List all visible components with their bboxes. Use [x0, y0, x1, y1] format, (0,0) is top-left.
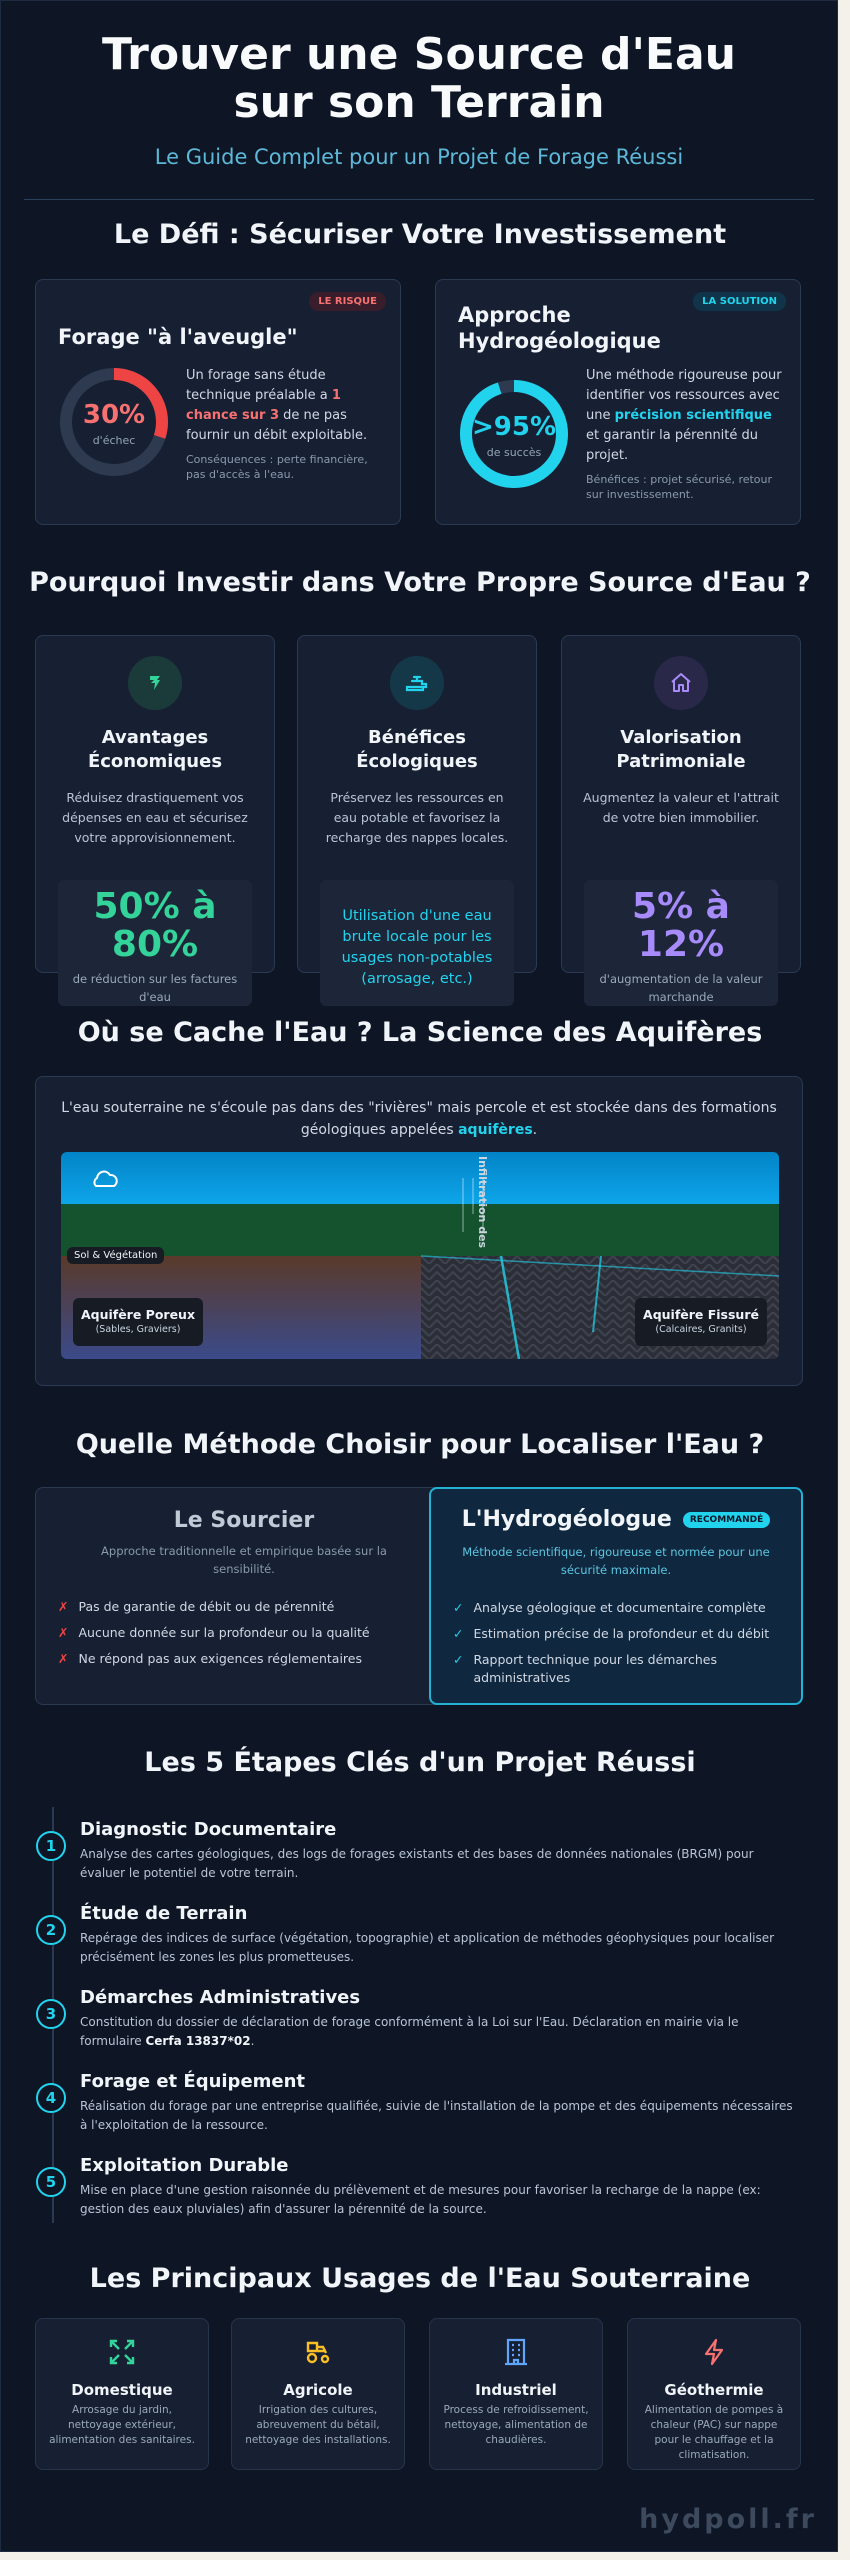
euro-icon — [128, 656, 182, 710]
patrimonial-card — [561, 635, 801, 1004]
patrimonial-title: Valorisation Patrimoniale — [616, 727, 746, 772]
usage-title: Domestique — [71, 2381, 173, 2399]
step-text: Analyse des cartes géologiques, des logs de forages existants et des bases de données nationales (BRGM) pour évaluer le potentiel de votre terrain. — [80, 1847, 754, 1880]
risk-text: Un forage sans étude technique préalable a 1 chance sur 3 de ne pas fournir un débit exploitable. — [186, 368, 368, 443]
ecological-info-box — [320, 880, 514, 1006]
hydrogeologue-list — [453, 1599, 781, 1695]
economic-stat-box — [58, 880, 252, 1006]
patrimonial-text: Augmentez la valeur et l'attrait de votre bien immobilier. — [583, 790, 779, 825]
pourquoi-title: Pourquoi Investir dans Votre Propre Source d'Eau ? — [29, 567, 811, 598]
divider — [24, 199, 814, 200]
porous-aquifer-label: Aquifère Poreux (Sables, Graviers) — [73, 1298, 203, 1346]
expand-icon — [36, 2337, 208, 2367]
step-text: Constitution du dossier de déclaration de forage conformément à la Loi sur l'Eau. Déclaration en mairie via le formulaire Cerfa 13837*02. — [80, 2015, 739, 2048]
building-icon — [430, 2337, 602, 2367]
usages-title: Les Principaux Usages de l'Eau Souterraine — [89, 2263, 751, 2294]
step-title: Démarches Administratives — [80, 1987, 361, 2008]
step-number: 5 — [36, 2167, 66, 2197]
cross-icon: ✗ — [58, 1625, 69, 1640]
usage-text: Process de refroidissement, nettoyage, alimentation de chaudières. — [443, 2404, 589, 2446]
ecological-card — [297, 635, 537, 987]
risk-badge: LE RISQUE — [309, 292, 386, 311]
risk-card — [35, 279, 401, 525]
step-number: 4 — [36, 2083, 66, 2113]
ecological-title: Bénéfices Écologiques — [356, 727, 478, 772]
defi-title: Le Défi : Sécuriser Votre Investissement — [113, 219, 727, 250]
usage-text: Arrosage du jardin, nettoyage extérieur, alimentation des sanitaires. — [49, 2404, 195, 2446]
tractor-icon — [232, 2337, 404, 2367]
brand-logo: hydpoll.fr — [639, 2504, 817, 2535]
aquifere-title: Où se Cache l'Eau ? La Science des Aquifères — [77, 1017, 763, 1048]
step-text: Réalisation du forage par une entreprise qualifiée, suivie de l'installation de la pompe et des équipements nécessaires à l'exploitation de la ressource. — [80, 2099, 793, 2132]
hero — [1, 1, 837, 200]
solution-text: Une méthode rigoureuse pour identifier vos ressources avec une précision scientifique et garantir la pérennité du projet. — [586, 368, 782, 463]
patrimonial-stat-box — [584, 880, 778, 1006]
step-title: Étude de Terrain — [80, 1903, 248, 1924]
infiltration-label: Infiltration des — [476, 1156, 489, 1249]
list-item: ✓ Analyse géologique et documentaire complète — [453, 1600, 766, 1615]
solution-note: Bénéfices : projet sécurisé, retour sur investissement. — [586, 473, 773, 501]
cross-icon: ✗ — [58, 1599, 69, 1614]
economic-title: Avantages Économiques — [87, 727, 223, 772]
usage-title: Géothermie — [664, 2381, 764, 2399]
usage-card-domestique — [35, 2318, 209, 2470]
aquifere-card — [35, 1076, 803, 1386]
list-item: ✓ Rapport technique pour les démarches administratives — [453, 1652, 717, 1685]
infiltration-label-wrap — [476, 1156, 496, 1266]
usage-card-industriel — [429, 2318, 603, 2470]
economic-text: Réduisez drastiquement vos dépenses en eau et sécurisez votre approvisionnement. — [62, 790, 248, 845]
usage-card-agricole — [231, 2318, 405, 2470]
usage-text: Alimentation de pompes à chaleur (PAC) sur nappe pour le chauffage et la climatisation. — [644, 2404, 784, 2461]
fissured-aquifer-label: Aquifère Fissuré (Calcaires, Granits) — [635, 1298, 767, 1346]
page-title: Trouver une Source d'Eau sur son Terrain — [101, 29, 736, 128]
list-item: ✗ Ne répond pas aux exigences réglementaires — [58, 1651, 362, 1666]
solution-card — [435, 279, 801, 525]
risk-stat-caption: d'échec — [92, 434, 136, 447]
step-title: Diagnostic Documentaire — [80, 1819, 337, 1840]
solution-stat-caption: de succès — [486, 446, 542, 459]
patrimonial-stat: 5% à 12% — [632, 886, 730, 965]
home-icon — [654, 656, 708, 710]
ecological-box-text: Utilisation d'une eau brute locale pour les usages non-potables (arrosage, etc.) — [341, 908, 493, 987]
usage-title: Industriel — [475, 2381, 557, 2399]
aquifer-diagram — [61, 1152, 779, 1359]
risk-donut — [58, 366, 170, 478]
page-subtitle: Le Guide Complet pour un Projet de Forage Réussi — [154, 145, 684, 169]
recommended-badge: RECOMMANDÉ — [683, 1512, 770, 1528]
sourcier-list — [58, 1598, 432, 1676]
usage-text: Irrigation des cultures, abreuvement du bétail, nettoyage des installations. — [245, 2404, 391, 2446]
economic-card — [35, 635, 275, 1004]
aquifere-intro: L'eau souterraine ne s'écoule pas dans des "rivières" mais percole et est stockée dans des formations géologiques appelées aquifères. — [61, 1100, 777, 1138]
sourcier-title: Le Sourcier — [173, 1508, 315, 1533]
step-number: 3 — [36, 1999, 66, 2029]
hydrogeologue-card — [429, 1487, 803, 1705]
step-number: 2 — [36, 1915, 66, 1945]
usage-title: Agricole — [283, 2381, 353, 2399]
check-icon: ✓ — [453, 1652, 464, 1667]
bolt-icon — [628, 2337, 800, 2367]
check-icon: ✓ — [453, 1626, 464, 1641]
cross-icon: ✗ — [58, 1651, 69, 1666]
cloud-icon — [93, 1156, 94, 1157]
methode-title: Quelle Méthode Choisir pour Localiser l'Eau ? — [75, 1429, 765, 1460]
step-text: Repérage des indices de surface (végétation, topographie) et application de méthodes géophysiques pour localiser précisément les zones les plus prometteuses. — [80, 1931, 775, 1964]
step-title: Forage et Équipement — [80, 2071, 306, 2092]
solution-badge: LA SOLUTION — [693, 292, 786, 311]
list-item: ✗ Pas de garantie de débit ou de pérennité — [58, 1599, 335, 1614]
patrimonial-stat-caption: d'augmentation de la valeur marchande — [599, 972, 763, 1004]
solution-donut — [458, 378, 570, 490]
hydrogeologue-title: L'Hydrogéologue — [461, 1507, 672, 1532]
list-item: ✓ Estimation précise de la profondeur et du débit — [453, 1626, 770, 1641]
solution-stat: >95% — [471, 412, 557, 442]
usage-card-geothermie — [627, 2318, 801, 2470]
step-title: Exploitation Durable — [80, 2155, 289, 2176]
risk-stat: 30% — [82, 400, 146, 430]
etapes-title: Les 5 Étapes Clés d'un Projet Réussi — [144, 1747, 696, 1778]
economic-stat-caption: de réduction sur les factures d'eau — [72, 972, 238, 1004]
economic-stat: 50% à 80% — [93, 886, 217, 965]
step-text: Mise en place d'une gestion raisonnée du prélèvement et de mesures pour favoriser la recharge de la nappe (ex: gestion des eaux pluviales) afin d'assurer la pérennité de la source. — [80, 2183, 761, 2216]
check-icon: ✓ — [453, 1600, 464, 1615]
sourcier-card — [35, 1487, 453, 1705]
hydrogeologue-subtitle: Méthode scientifique, rigoureuse et normée pour une sécurité maximale. — [462, 1545, 770, 1577]
sourcier-subtitle: Approche traditionnelle et empirique basée sur la sensibilité. — [101, 1544, 387, 1576]
faucet-icon — [390, 656, 444, 710]
risk-note: Conséquences : perte financière, pas d'accès à l'eau. — [186, 453, 368, 481]
ecological-text: Préservez les ressources en eau potable et favorisez la recharge des nappes locales. — [325, 790, 509, 845]
risk-title: Forage "à l'aveugle" — [58, 325, 298, 349]
step-number: 1 — [36, 1831, 66, 1861]
solution-title: Approche Hydrogéologique — [458, 303, 661, 353]
list-item: ✗ Aucune donnée sur la profondeur ou la qualité — [58, 1625, 370, 1640]
soil-label: Sol & Végétation — [67, 1247, 164, 1264]
